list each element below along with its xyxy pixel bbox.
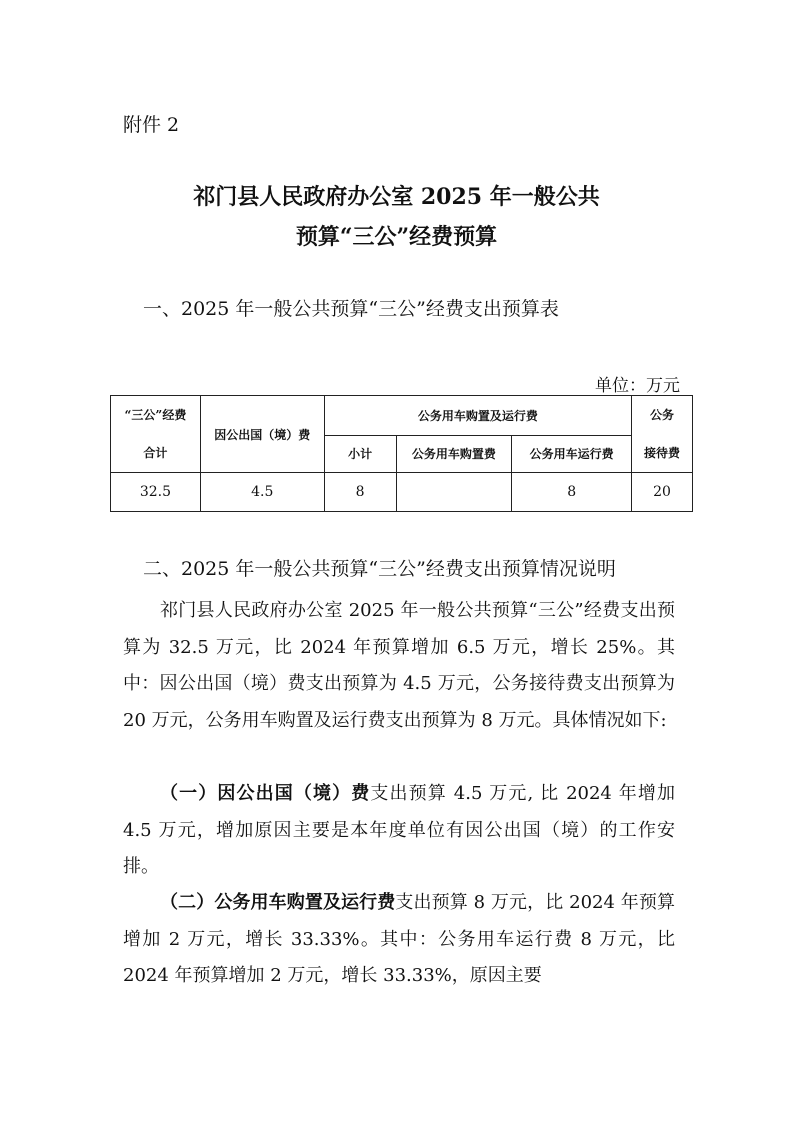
value-purchase [396,473,512,512]
unit-label: 单位：万元 [595,376,680,396]
header-purchase: 公务用车购置费 [396,435,512,473]
header-vehicle: 公务用车购置及运行费 [324,396,631,436]
value-abroad: 4.5 [200,473,324,512]
value-subtotal: 8 [324,473,396,512]
paragraph-abroad-body: 支出预算 4.5 万元, 比 2024 年增加 4.5 万元，增加原因主要是本年度单位有因公出国（境）的工作安排。 [123,783,675,877]
paragraph-abroad [123,776,675,886]
paragraph-overview: 祁门县人民政府办公室 2025 年一般公共预算“三公”经费支出预算为 32.5 万元，比 2024 年预算增加 6.5 万元，增长 25%。其中：因公出国（境）费支出预算为 4.5 万元，公务接待费支出预算为 20 万元，公务用车购置及运行费支出预算为 8 万元。具体情况如下: [123,600,675,731]
document-title-line1: 祁门县人民政府办公室 2025 年一般公共 [193,184,600,210]
header-abroad: 因公出国（境）费 [200,396,324,473]
budget-table [110,395,693,512]
header-reception-line2: 接待费 [644,446,681,460]
value-operation: 8 [512,473,632,512]
header-subtotal: 小计 [324,435,396,473]
section2-heading: 二、2025 年一般公共预算“三公”经费支出预算情况说明 [143,558,616,580]
header-total-line2: 合计 [143,446,168,460]
table-row [111,473,693,512]
attachment-label: 附件 2 [123,114,180,136]
paragraph-vehicle-body: 支出预算 8 万元，比 2024 年预算增加 2 万元，增长 33.33%。其中：公务用车运行费 8 万元，比 2024 年预算增加 2 万元，增长 33.33%，原因主要 [123,892,675,986]
section1-heading: 一、2025 年一般公共预算“三公”经费支出预算表 [143,298,559,320]
paragraph-vehicle-heading: （二）公务用车购置及运行费 [160,892,396,913]
paragraph-vehicle [123,885,675,995]
value-total: 32.5 [111,473,201,512]
header-operation: 公务用车运行费 [512,435,632,473]
document-title-line2: 预算“三公”经费预算 [295,224,498,250]
paragraph-abroad-heading: （一）因公出国（境）费 [160,783,371,804]
header-reception-line1: 公务 [650,408,675,422]
header-reception [632,396,693,473]
header-total [111,396,201,473]
value-reception: 20 [632,473,693,512]
header-total-line1: “三公”经费 [124,408,187,422]
